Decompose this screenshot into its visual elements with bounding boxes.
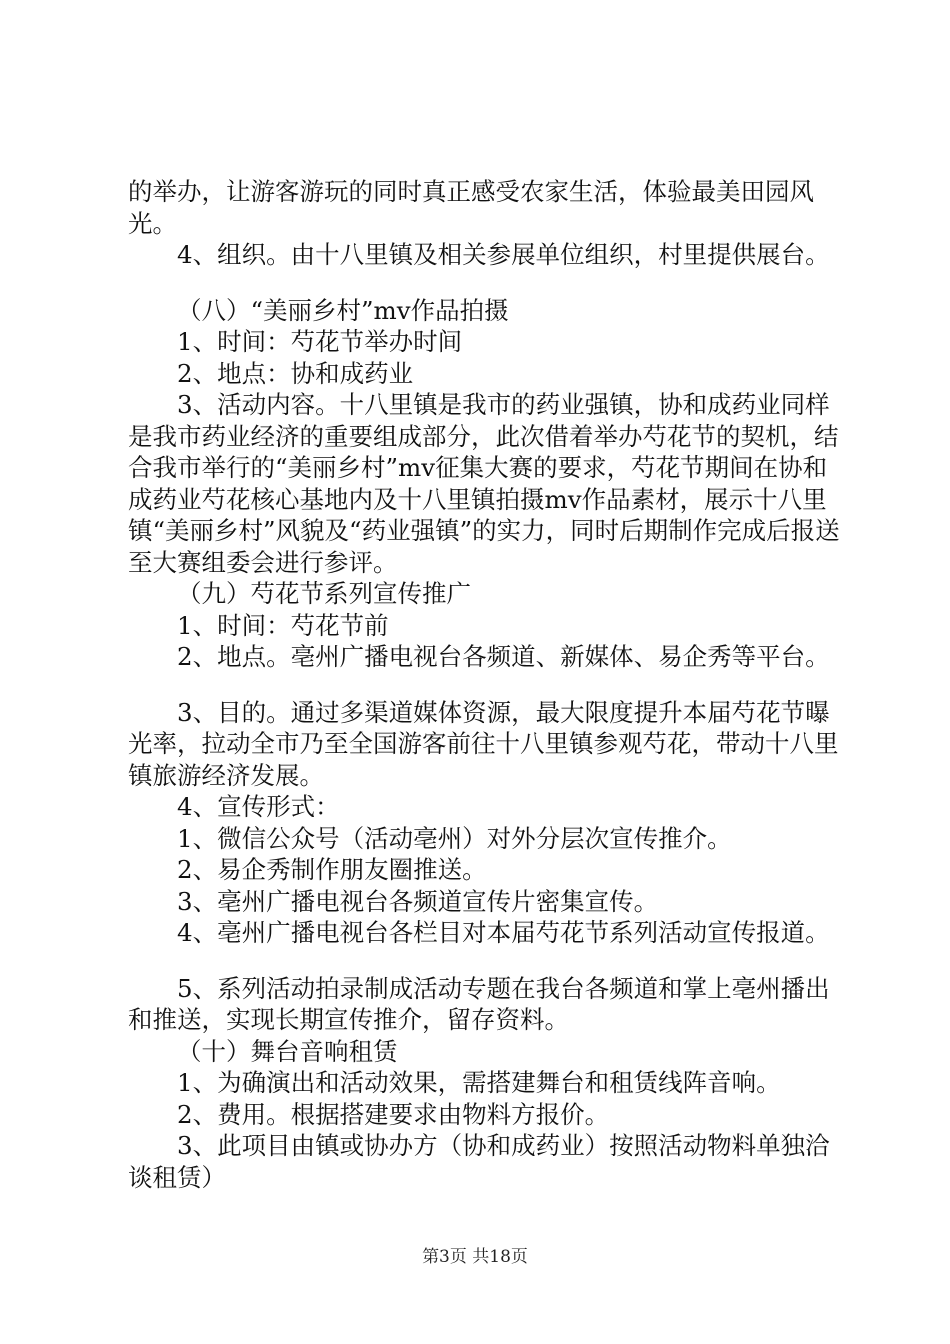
paragraph-activity-content: 3、活动内容。十八里镇是我市的药业强镇，协和成药业同样是我市药业经济的重要组成部分，此次借着举办芍花节的契机，结合我市举行的“美丽乡村”mv征集大赛的要求，芍花节期间在协和成药业芍花核心基地内及十八里镇拍摄mv作品素材，展示十八里镇“美丽乡村”风貌及“药业强镇”的实力，同时后期制作完成后报送至大赛组委会进行参评。 [128,390,840,577]
list-item-location: 2、地点。亳州广播电视台各频道、新媒体、易企秀等平台。 [177,642,830,671]
spacer [128,949,848,973]
paragraph-organization: 4、组织。由十八里镇及相关参展单位组织，村里提供展台。 [177,240,830,269]
paragraph-continuation: 的举办，让游客游玩的同时真正感受农家生活，体验最美田园风光。 [128,177,814,238]
section-heading-8: （八）“美丽乡村”mv作品拍摄 [177,295,509,325]
paragraph-purpose: 3、目的。通过多渠道媒体资源，最大限度提升本届芍花节曝光率，拉动全市乃至全国游客前往十八里镇参观芍花，带动十八里镇旅游经济发展。 [128,697,839,790]
spacer [128,271,848,295]
list-item-cost: 2、费用。根据搭建要求由物料方报价。 [177,1099,610,1129]
list-item-location: 2、地点：协和成药业 [177,358,414,388]
spacer [128,673,848,697]
list-item-time: 1、时间：芍花节前 [177,610,389,640]
paragraph-special-topic: 5、系列活动拍录制成活动专题在我台各频道和掌上亳州播出和推送，实现长期宣传推介，留存资料。 [128,973,830,1034]
section-heading-9: （九）芍花节系列宣传推广 [177,579,471,608]
list-item-tv-columns: 4、亳州广播电视台各栏目对本届芍花节系列活动宣传报道。 [177,918,830,947]
page-number-footer: 第3页 共18页 [422,1247,528,1267]
paragraph-rental: 3、此项目由镇或协办方（协和成药业）按照活动物料单独洽谈租赁） [128,1131,830,1192]
list-item-eqxiu: 2、易企秀制作朋友圈推送。 [177,855,487,884]
list-item-time: 1、时间：芍花节举办时间 [177,327,463,356]
list-item-wechat: 1、微信公众号（活动亳州）对外分层次宣传推介。 [177,823,732,853]
list-item-stage-setup: 1、为确演出和活动效果，需搭建舞台和租赁线阵音响。 [177,1068,781,1097]
document-body [128,176,848,1193]
section-heading-10: （十）舞台音响租赁 [177,1036,398,1066]
list-item-tv-channels: 3、亳州广播电视台各频道宣传片密集宣传。 [177,886,659,916]
list-item-promotion-forms: 4、宣传形式： [177,792,340,821]
